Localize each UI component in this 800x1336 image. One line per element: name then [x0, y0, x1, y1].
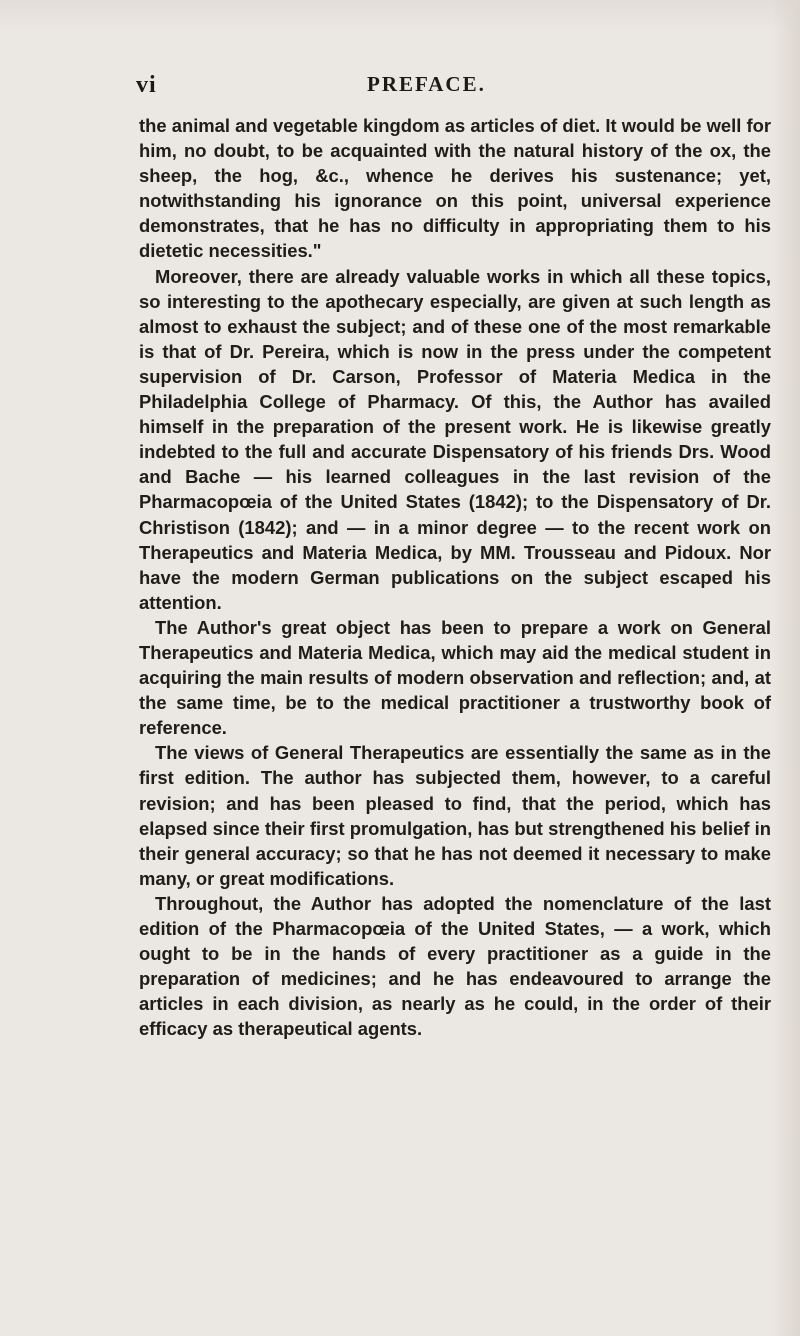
body-text: [139, 113, 771, 1041]
paragraph: The Author's great object has been to prepare a work on General Therapeutics and Materia Medica, which may aid the medical student in acquiring the main results of modern observation and reflection; and, at the same time, be to the medical practitioner a trustworthy book of reference.: [139, 616, 771, 739]
page-header: [0, 0, 800, 120]
page-number: vi: [136, 72, 157, 98]
paragraph: Moreover, there are already valuable works in which all these topics, so interesting to the apothecary especially, are given at such length as almost to exhaust the subject; and of these one of the most remarkable is that of Dr. Pereira, which is now in the press under the competent supervision of Dr. Carson, Professor of Materia Medica in the Philadelphia College of Pharmacy. Of this, the Author has availed himself in the preparation of the present work. He is likewise greatly indebted to the full and accurate Dispensatory of his friends Drs. Wood and Bache — his learned colleagues in the last revision of the Pharmacopœia of the United States (1842); to the Dispensatory of Dr. Christison (1842); and — in a minor degree — to the recent work on Therapeutics and Materia Medica, by MM. Trousseau and Pidoux. Nor have the modern German publications on the subject escaped his attention.: [139, 265, 771, 613]
paragraph: The views of General Therapeutics are essentially the same as in the first edition. The author has subjected them, however, to a careful revision; and has been pleased to find, that the period, which has elapsed since their first promulgation, has but strengthened his belief in their general accuracy; so that he has not deemed it necessary to make many, or great modifications.: [139, 742, 771, 889]
paragraph: Throughout, the Author has adopted the nomenclature of the last edition of the Pharmacopœia of the United States, — a work, which ought to be in the hands of every practitioner as a guide in the preparation of medicines; and he has endeavoured to arrange the articles in each division, as nearly as he could, in the order of their efficacy as therapeutical agents.: [139, 892, 771, 1040]
paragraph-continuation: the animal and vegetable kingdom as articles of diet. It would be well for him, no doubt, to be acquainted with the natural history of the ox, the sheep, the hog, &c., whence he derives his sustenance; yet, notwithstanding his ignorance on this point, universal experience demonstrates, that he has no difficulty in appropriating them to his dietetic necessities.": [139, 115, 771, 262]
page-margin-shadow: [772, 0, 800, 1336]
running-head: PREFACE.: [367, 72, 486, 96]
